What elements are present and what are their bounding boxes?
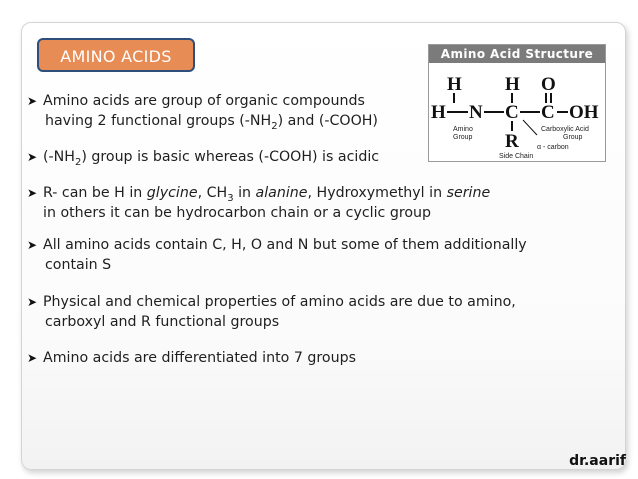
atom-h1: H [447,74,462,95]
label-amino-group: Group [453,134,473,141]
atom-h3: H [431,102,446,123]
atom-h2: H [505,74,520,95]
bullet-1: ➤ Amino acids are group of organic compounds having 2 functional groups $(-NH_2)$ and (-COOH) [27,93,378,132]
atom-oh: OH [569,102,599,123]
atom-o: O [541,74,556,95]
bullet-arrow-icon: ➤ [27,238,38,252]
bullet-arrow-icon: ➤ [27,94,38,108]
amino-acid-structure-figure [428,44,606,162]
label-amino: Amino [453,126,473,133]
bullet-arrow-icon: ➤ [27,295,38,309]
bullet-arrow-icon: ➤ [27,150,38,164]
atom-c-carboxyl: C [541,102,555,123]
bullet-1-line1: Amino acids are group of organic compounds [43,93,365,109]
atom-r: R [505,131,519,152]
structure-diagram [429,63,605,161]
atom-n: N [469,102,483,123]
label-side-chain: Side Chain [499,153,534,160]
alpha-pointer-line [523,120,537,135]
author-signature: dr.aarif [569,453,626,469]
atom-c-alpha: C [505,102,519,123]
bullet-6: ➤ Amino acids are differentiated into 7 groups [27,350,356,366]
bullet-arrow-icon: ➤ [27,186,38,200]
label-carboxylic-group: Group [563,134,583,141]
bullet-5: ➤ Physical and chemical properties of amino acids are due to amino, carboxyl and R functional groups [27,294,516,330]
bullet-3: ➤ R- can be H in glycine, $CH_3$ in alanine, Hydroxymethyl in serine in others it can be hydrocarbon chain or a cyclic group [27,185,491,221]
slide-title: AMINO ACIDS [37,38,195,72]
structure-heading: Amino Acid Structure [429,45,605,63]
bullet-arrow-icon: ➤ [27,351,38,365]
label-carboxylic: Carboxylic Acid [541,126,589,133]
bullet-2: ➤ $(-NH_2)$ group is basic whereas (-COOH) is acidic [27,149,380,168]
bullet-4: ➤ All amino acids contain C, H, O and N but some of them additionally contain S [27,237,527,273]
label-alpha-carbon: α - carbon [537,144,569,151]
